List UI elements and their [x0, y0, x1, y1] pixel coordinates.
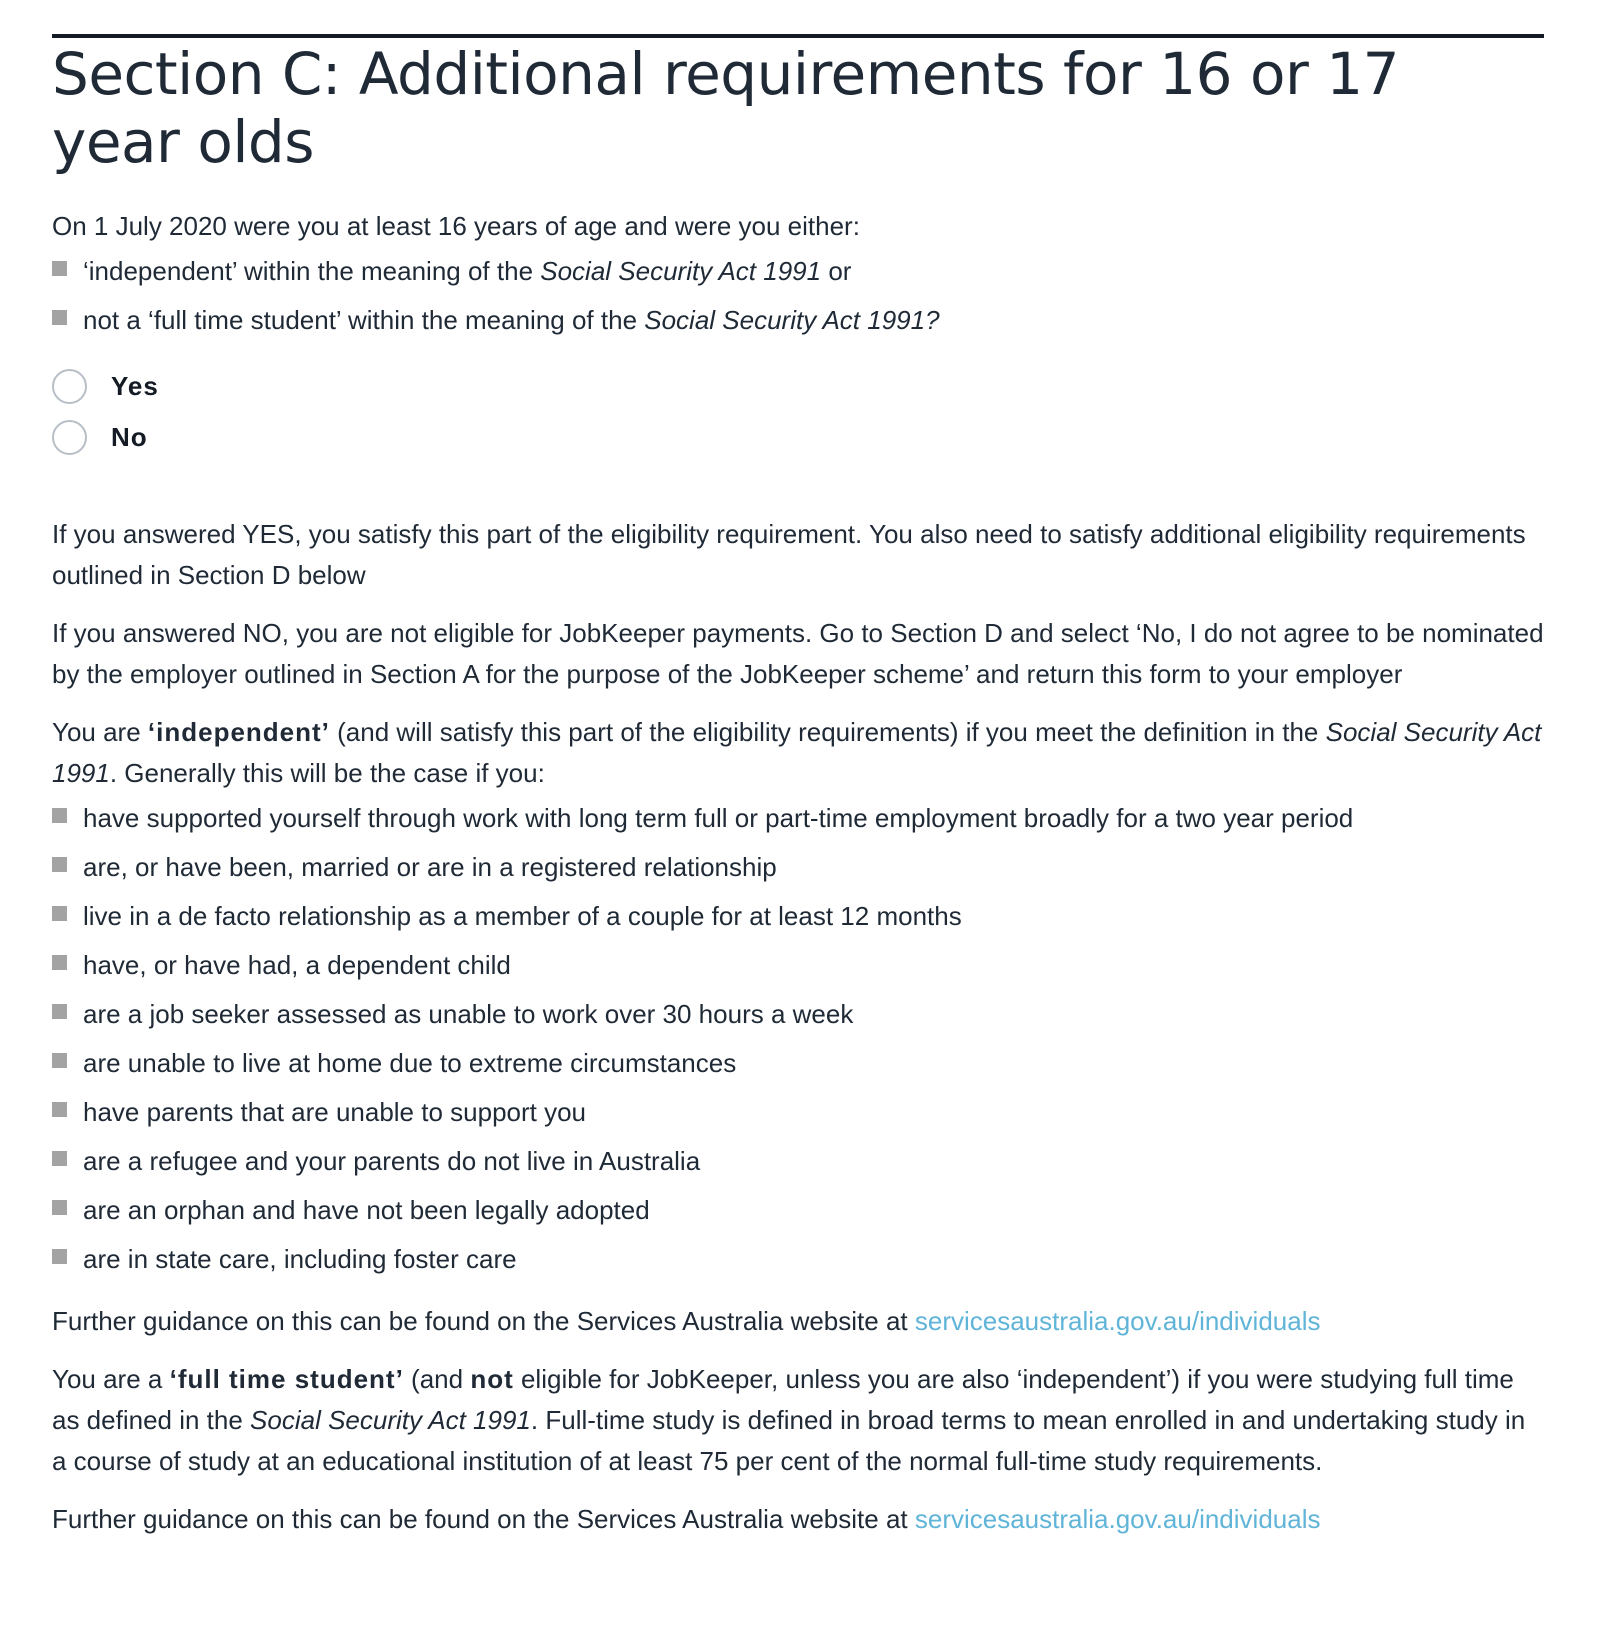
list-item: are an orphan and have not been legally adopted [52, 1186, 1544, 1235]
independent-definition: You are ‘independent’ (and will satisfy this part of the eligibility requirements) if you meet the definition in the Social Security Act 1991. Generally this will be the case if you: [52, 717, 1542, 788]
list-item: are unable to live at home due to extreme circumstances [52, 1039, 1544, 1088]
no-answer-text: If you answered NO, you are not eligible for JobKeeper payments. Go to Section D and select ‘No, I do not agree to be nominated by the employer outlined in Section A for the purpose of the JobKeeper scheme’ and return this form to your employer [52, 618, 1544, 689]
question-criteria-list [52, 247, 1544, 345]
section-title: Section C: Additional requirements for 16 or 17 year olds [52, 40, 1400, 176]
yes-answer-text: If you answered YES, you satisfy this part of the eligibility requirement. You also need to satisfy additional eligibility requirements outlined in Section D below [52, 519, 1526, 590]
list-item: not a ‘full time student’ within the meaning of the Social Security Act 1991? [52, 296, 1544, 345]
services-australia-link[interactable]: servicesaustralia.gov.au/individuals [914, 1306, 1321, 1336]
list-item: are, or have been, married or are in a registered relationship [52, 843, 1544, 892]
yes-radio-label[interactable]: Yes [111, 371, 159, 401]
list-item: have parents that are unable to support you [52, 1088, 1544, 1137]
student-definition: You are a ‘full time student’ (and not eligible for JobKeeper, unless you are also ‘independent’) if you were studying full time as defined in the Social Security Act 1991. Full-time study is defined in broad terms to mean enrolled in and undertaking study in a course of study at an educational institution of at least 75 per cent of the normal full-time study requirements. [52, 1364, 1526, 1476]
answer-radio-group [52, 361, 1544, 463]
list-item: are in state care, including foster care [52, 1235, 1544, 1284]
guidance-independent: Further guidance on this can be found on the Services Australia website at servicesaustralia.gov.au/individuals [52, 1306, 1321, 1336]
yes-radio-button[interactable] [52, 369, 87, 404]
no-radio-button[interactable] [52, 420, 87, 455]
list-item: live in a de facto relationship as a member of a couple for at least 12 months [52, 892, 1544, 941]
guidance-student: Further guidance on this can be found on the Services Australia website at servicesaustralia.gov.au/individuals [52, 1504, 1321, 1534]
no-radio-label[interactable]: No [111, 422, 148, 452]
yes-radio-option[interactable] [52, 361, 1544, 412]
independent-criteria-list [52, 794, 1544, 1284]
list-item: are a refugee and your parents do not live in Australia [52, 1137, 1544, 1186]
no-radio-option[interactable] [52, 412, 1544, 463]
question-intro: On 1 July 2020 were you at least 16 years of age and were you either: [52, 211, 860, 241]
services-australia-link[interactable]: servicesaustralia.gov.au/individuals [914, 1504, 1321, 1534]
list-item: have, or have had, a dependent child [52, 941, 1544, 990]
list-item: have supported yourself through work with long term full or part-time employment broadly for a two year period [52, 794, 1544, 843]
list-item: are a job seeker assessed as unable to work over 30 hours a week [52, 990, 1544, 1039]
list-item: ‘independent’ within the meaning of the Social Security Act 1991 or [52, 247, 1544, 296]
section-c-page [52, 34, 1544, 1540]
